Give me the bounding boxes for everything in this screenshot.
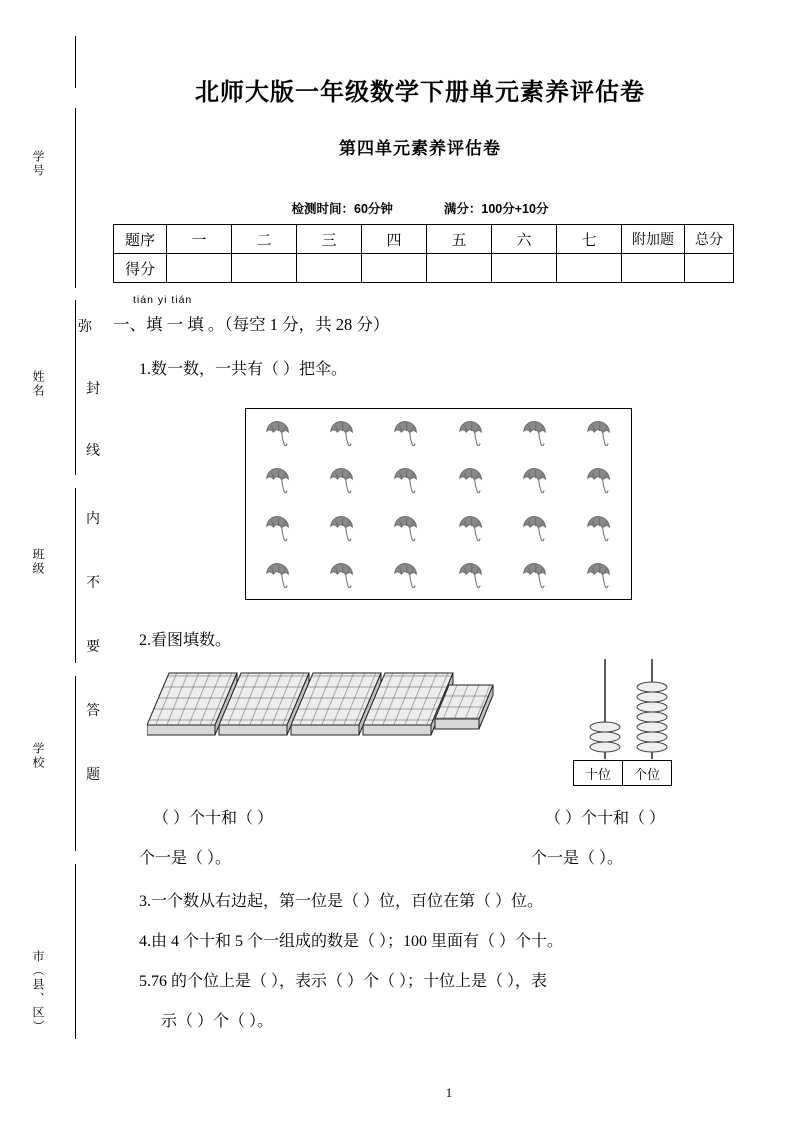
question-5-line2: 示（ ）个（ ）。 [161, 1013, 274, 1030]
table-row-score [114, 254, 734, 283]
seal-char-7: 题 [86, 768, 100, 783]
question-2-text: 2.看图填数。 [139, 632, 232, 649]
margin-rule [75, 488, 76, 663]
field-student-id: 学号 [31, 150, 45, 178]
score-cell-3[interactable] [362, 254, 427, 283]
seal-char-6: 答 [86, 704, 100, 719]
umbrella-icon [520, 465, 550, 495]
table-row-header [114, 225, 734, 254]
base-ten-blocks-figure [147, 665, 507, 770]
score-col-2: 三 [297, 225, 362, 254]
score-col-3: 四 [362, 225, 427, 254]
page-number: 1 [445, 1085, 453, 1100]
umbrella-icon [263, 560, 293, 590]
full-score: 满分：100分+10分 [443, 202, 549, 216]
score-cell-6[interactable] [557, 254, 622, 283]
umbrella-icon [584, 465, 614, 495]
section-one-heading: 一、填 一 填 。（每空 1 分，共 28 分） [113, 315, 390, 334]
umbrella-icon [520, 513, 550, 543]
question-4-text: 4.由 4 个十和 5 个一组成的数是（ ）；100 里面有（ ）个十。 [139, 933, 564, 950]
page-subtitle: 第四单元素养评估卷 [339, 139, 501, 158]
score-col-5: 六 [492, 225, 557, 254]
place-label-tens: 十位 [574, 761, 623, 786]
umbrella-icon [456, 465, 486, 495]
section-one-pinyin: tián yi tián [133, 294, 193, 306]
base-ten-blocks-svg [147, 665, 507, 770]
seal-char-4: 不 [86, 576, 100, 591]
umbrella-icon [520, 560, 550, 590]
umbrella-icon [584, 418, 614, 448]
margin-rule [75, 108, 76, 288]
field-name: 姓名 [31, 370, 45, 398]
exam-time: 检测时间：60分钟 [291, 202, 393, 216]
umbrella-icon [584, 560, 614, 590]
exam-content [105, 0, 793, 1121]
page-title: 北师大版一年级数学下册单元素养评估卷 [195, 79, 645, 106]
seal-char-2: 线 [86, 444, 100, 459]
field-class: 班级 [31, 548, 45, 576]
score-col-7: 附加题 [622, 225, 685, 254]
score-cell-0[interactable] [167, 254, 232, 283]
score-col-8: 总分 [685, 225, 734, 254]
umbrella-icon [456, 418, 486, 448]
score-col-6: 七 [557, 225, 622, 254]
margin-rule [75, 300, 76, 475]
umbrella-icon [263, 465, 293, 495]
q2-left-answer-line1: （ ）个十和（ ） [153, 810, 274, 827]
umbrella-icon [520, 418, 550, 448]
q2-right-answer-line1: （ ）个十和（ ） [545, 810, 666, 827]
score-row-label-0: 题序 [114, 225, 167, 254]
abacus-figure [570, 655, 700, 765]
abacus-place-labels [573, 760, 672, 786]
score-cell-8[interactable] [685, 254, 734, 283]
umbrella-icon [391, 465, 421, 495]
field-city-county: 市（县、区） [31, 950, 45, 1034]
umbrella-icon [391, 560, 421, 590]
seal-char-3: 内 [86, 512, 100, 527]
left-margin-strip [0, 0, 105, 1121]
score-col-0: 一 [167, 225, 232, 254]
score-col-4: 五 [427, 225, 492, 254]
seal-char-1: 封 [86, 382, 100, 397]
q2-left-answer-line2: 个一是（ ）。 [139, 850, 232, 867]
score-cell-4[interactable] [427, 254, 492, 283]
score-cell-7[interactable] [622, 254, 685, 283]
margin-rule [75, 676, 76, 851]
umbrella-figure [245, 408, 632, 600]
umbrella-icon [327, 513, 357, 543]
margin-rule [75, 36, 76, 88]
umbrella-icon [456, 560, 486, 590]
question-1-text: 1.数一数，一共有（ ）把伞。 [139, 361, 348, 378]
abacus-svg [570, 655, 700, 767]
score-cell-5[interactable] [492, 254, 557, 283]
umbrella-icon [456, 513, 486, 543]
question-5-line1: 5.76 的个位上是（ ），表示（ ）个（ ）；十位上是（ ），表 [139, 973, 548, 990]
seal-char-0: 弥 [78, 320, 92, 335]
umbrella-icon [327, 418, 357, 448]
score-cell-1[interactable] [232, 254, 297, 283]
table-row [574, 761, 672, 786]
score-row-label-1: 得分 [114, 254, 167, 283]
q2-right-answer-line2: 个一是（ ）。 [531, 850, 624, 867]
umbrella-icon [391, 513, 421, 543]
margin-rule [75, 864, 76, 1039]
seal-char-5: 要 [86, 640, 100, 655]
umbrella-icon [584, 513, 614, 543]
umbrella-icon [327, 465, 357, 495]
field-school: 学校 [31, 742, 45, 770]
question-3-text: 3.一个数从右边起，第一位是（ ）位，百位在第（ ）位。 [139, 893, 544, 910]
score-cell-2[interactable] [297, 254, 362, 283]
umbrella-grid [246, 409, 631, 599]
place-label-ones: 个位 [623, 761, 672, 786]
umbrella-icon [263, 513, 293, 543]
umbrella-icon [263, 418, 293, 448]
score-col-1: 二 [232, 225, 297, 254]
score-table [113, 224, 734, 283]
umbrella-icon [327, 560, 357, 590]
umbrella-icon [391, 418, 421, 448]
exam-meta [105, 199, 735, 217]
